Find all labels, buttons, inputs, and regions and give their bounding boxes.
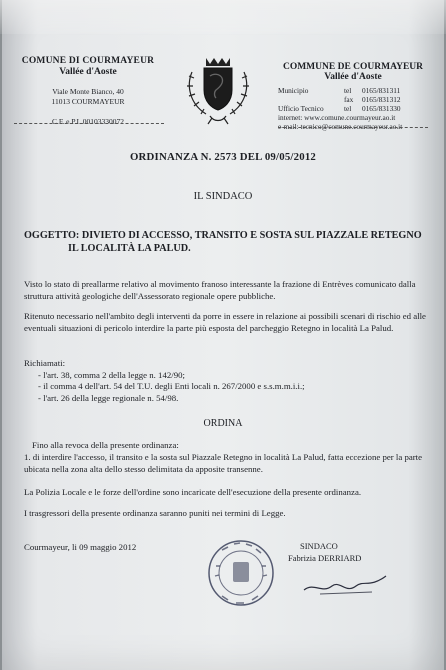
phone-row-label [278,95,344,104]
municipal-stamp-icon [206,538,276,608]
header-left [18,56,158,126]
ordinance-title: ORDINANZA N. 2573 DEL 09/05/2012 [129,151,317,163]
ordina-heading: ORDINA [203,418,243,429]
list-item: - l'art. 26 della legge regionale n. 54/98. [38,392,179,403]
phone-row-number: 0165/831311 [362,86,401,95]
web-contacts [278,113,428,131]
phone-row-label: Municipio [278,86,309,95]
tape-strip [0,0,446,34]
email-link[interactable]: e-mail: tecnico@comune.courmayeur.ao.it [278,122,403,131]
phone-row [278,95,428,104]
paragraph-ritenuto: Ritenuto necessario nell'ambito degli interventi da porre in essere in relazione ai possibili scenari di rischio ed alle eventuali situazioni di pericolo interdire la parte più esposta del parcheggio Retegno in località La Palud. [24,311,426,333]
municipality-name-it: COMUNE DI COURMAYEUR [21,56,155,66]
paragraph-police: La Polizia Locale e le forze dell'ordine sono incaricate dell'esecuzione della presente ordinanza. [24,487,362,497]
tax-code: C.F. e P.I. 00103330072 [51,117,125,126]
coat-of-arms-icon [184,52,252,126]
address-city: 11013 COURMAYEUR [51,97,125,106]
list-item: - l'art. 38, comma 2 della legge n. 142/90; [38,369,185,380]
municipality-name-fr: COMMUNE DE COURMAYEUR [282,62,424,72]
header-left-divider [14,123,164,124]
address-street: Viale Monte Bianco, 40 [52,87,124,96]
paragraph-penalty: I trasgressori della presente ordinanza saranno puniti nei termini di Legge. [24,508,286,518]
phone-row-number: 0165/831330 [362,104,401,113]
region-name-right: Vallée d'Aoste [324,72,382,82]
phone-row-kind: fax [344,95,354,104]
phone-row [278,104,428,113]
phone-list [278,86,428,113]
signature-title: SINDACO [300,541,338,551]
paragraph-visto: Visto lo stato di preallarme relativo al movimento franoso interessante la frazione di Entrèves comunicato dalla struttura attività geologiche dell'Assessorato regionale opere pubbliche. [24,279,416,301]
phone-row-kind: tel [344,104,352,113]
richiamati-list [24,358,424,404]
ordina-intro: Fino alla revoca della presente ordinanza: [32,440,179,450]
header-right-divider [278,127,428,128]
header-right [278,62,428,131]
phone-row-label: Ufficio Tecnico [278,104,324,113]
phone-row-kind: tel [344,86,352,95]
phone-row-number: 0165/831312 [362,95,401,104]
authority-heading: IL SINDACO [193,191,253,202]
subject [24,229,434,255]
ordina-item: 1. di interdire l'accesso, il transito e la sosta sul Piazzale Retegno in località La Palud, fatta eccezione per la parte ubicata nella zona alta dello stesso delimitata da apposite transenne. [24,452,423,474]
signature-name: Fabrizia DERRIARD [288,553,362,563]
region-name-left: Vallée d'Aoste [59,67,117,77]
phone-row [278,86,428,95]
subject-line2: IL LOCALITÀ LA PALUD. [68,243,191,254]
address [18,87,158,107]
place-date: Courmayeur, li 09 maggio 2012 [24,542,137,552]
handwritten-signature-icon [300,564,390,600]
website-link[interactable]: internet: www.comune.courmayeur.ao.it [278,113,396,122]
richiamati-label: Richiamati: [24,358,66,368]
subject-line1: OGGETTO: DIVIETO DI ACCESSO, TRANSITO E SOSTA SUL PIAZZALE RETEGNO [24,230,422,241]
list-item: - il comma 4 dell'art. 54 del T.U. degli Enti locali n. 267/2000 e s.s.m.m.i.i.; [38,381,305,392]
